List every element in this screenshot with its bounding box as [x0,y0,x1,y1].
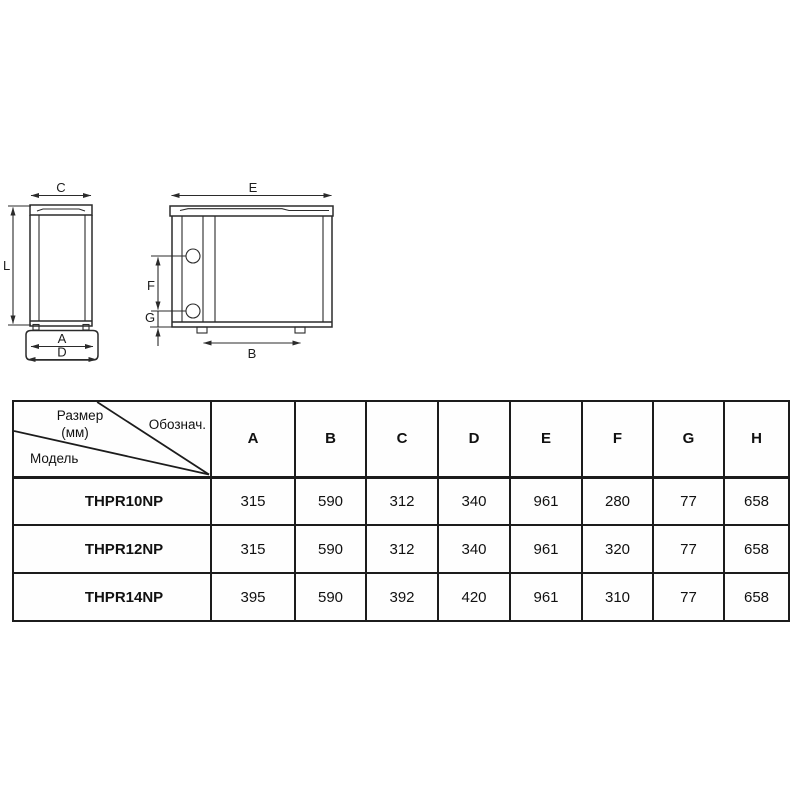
value-c: 392 [366,573,438,621]
table-header-row [13,401,789,477]
value-f: 320 [582,525,653,573]
value-f: 280 [582,477,653,525]
value-b: 590 [295,573,366,621]
table-corner-cell [13,401,211,477]
model-name: THPR10NP [13,477,211,525]
value-b: 590 [295,525,366,573]
value-h: 658 [724,525,789,573]
value-d: 420 [438,573,510,621]
column-header-b: B [295,401,366,477]
value-f: 310 [582,573,653,621]
column-header-d: D [438,401,510,477]
value-e: 961 [510,477,582,525]
dim-label-g: G [144,310,156,325]
column-header-a: A [211,401,295,477]
table-row [13,525,789,573]
dim-label-l: L [3,258,11,273]
value-g: 77 [653,525,724,573]
value-e: 961 [510,525,582,573]
value-g: 77 [653,477,724,525]
column-header-g: G [653,401,724,477]
value-a: 395 [211,573,295,621]
corner-designation-label: Обознач. [148,417,206,432]
dim-label-a: A [57,331,67,346]
dim-label-c: C [56,180,66,195]
value-g: 77 [653,573,724,621]
value-h: 658 [724,477,789,525]
value-b: 590 [295,477,366,525]
model-name: THPR12NP [13,525,211,573]
table-row [13,573,789,621]
dim-label-f: F [147,278,155,293]
table-row [13,477,789,525]
dimension-drawing [0,180,360,370]
corner-size-label: Размер [56,408,104,423]
side-view-drawing [3,180,98,360]
corner-size-unit: (мм) [61,425,89,440]
dim-label-d: D [57,344,67,360]
front-view-drawing [145,180,333,361]
column-header-f: F [582,401,653,477]
value-a: 315 [211,477,295,525]
dimensions-table [12,400,790,622]
value-c: 312 [366,525,438,573]
column-header-c: C [366,401,438,477]
column-header-e: E [510,401,582,477]
model-name: THPR14NP [13,573,211,621]
value-c: 312 [366,477,438,525]
value-d: 340 [438,525,510,573]
column-header-h: H [724,401,789,477]
value-h: 658 [724,573,789,621]
corner-model-label: Модель [30,451,79,466]
dim-label-e: E [248,180,258,195]
dim-label-b: B [247,346,257,361]
value-e: 961 [510,573,582,621]
value-d: 340 [438,477,510,525]
value-a: 315 [211,525,295,573]
